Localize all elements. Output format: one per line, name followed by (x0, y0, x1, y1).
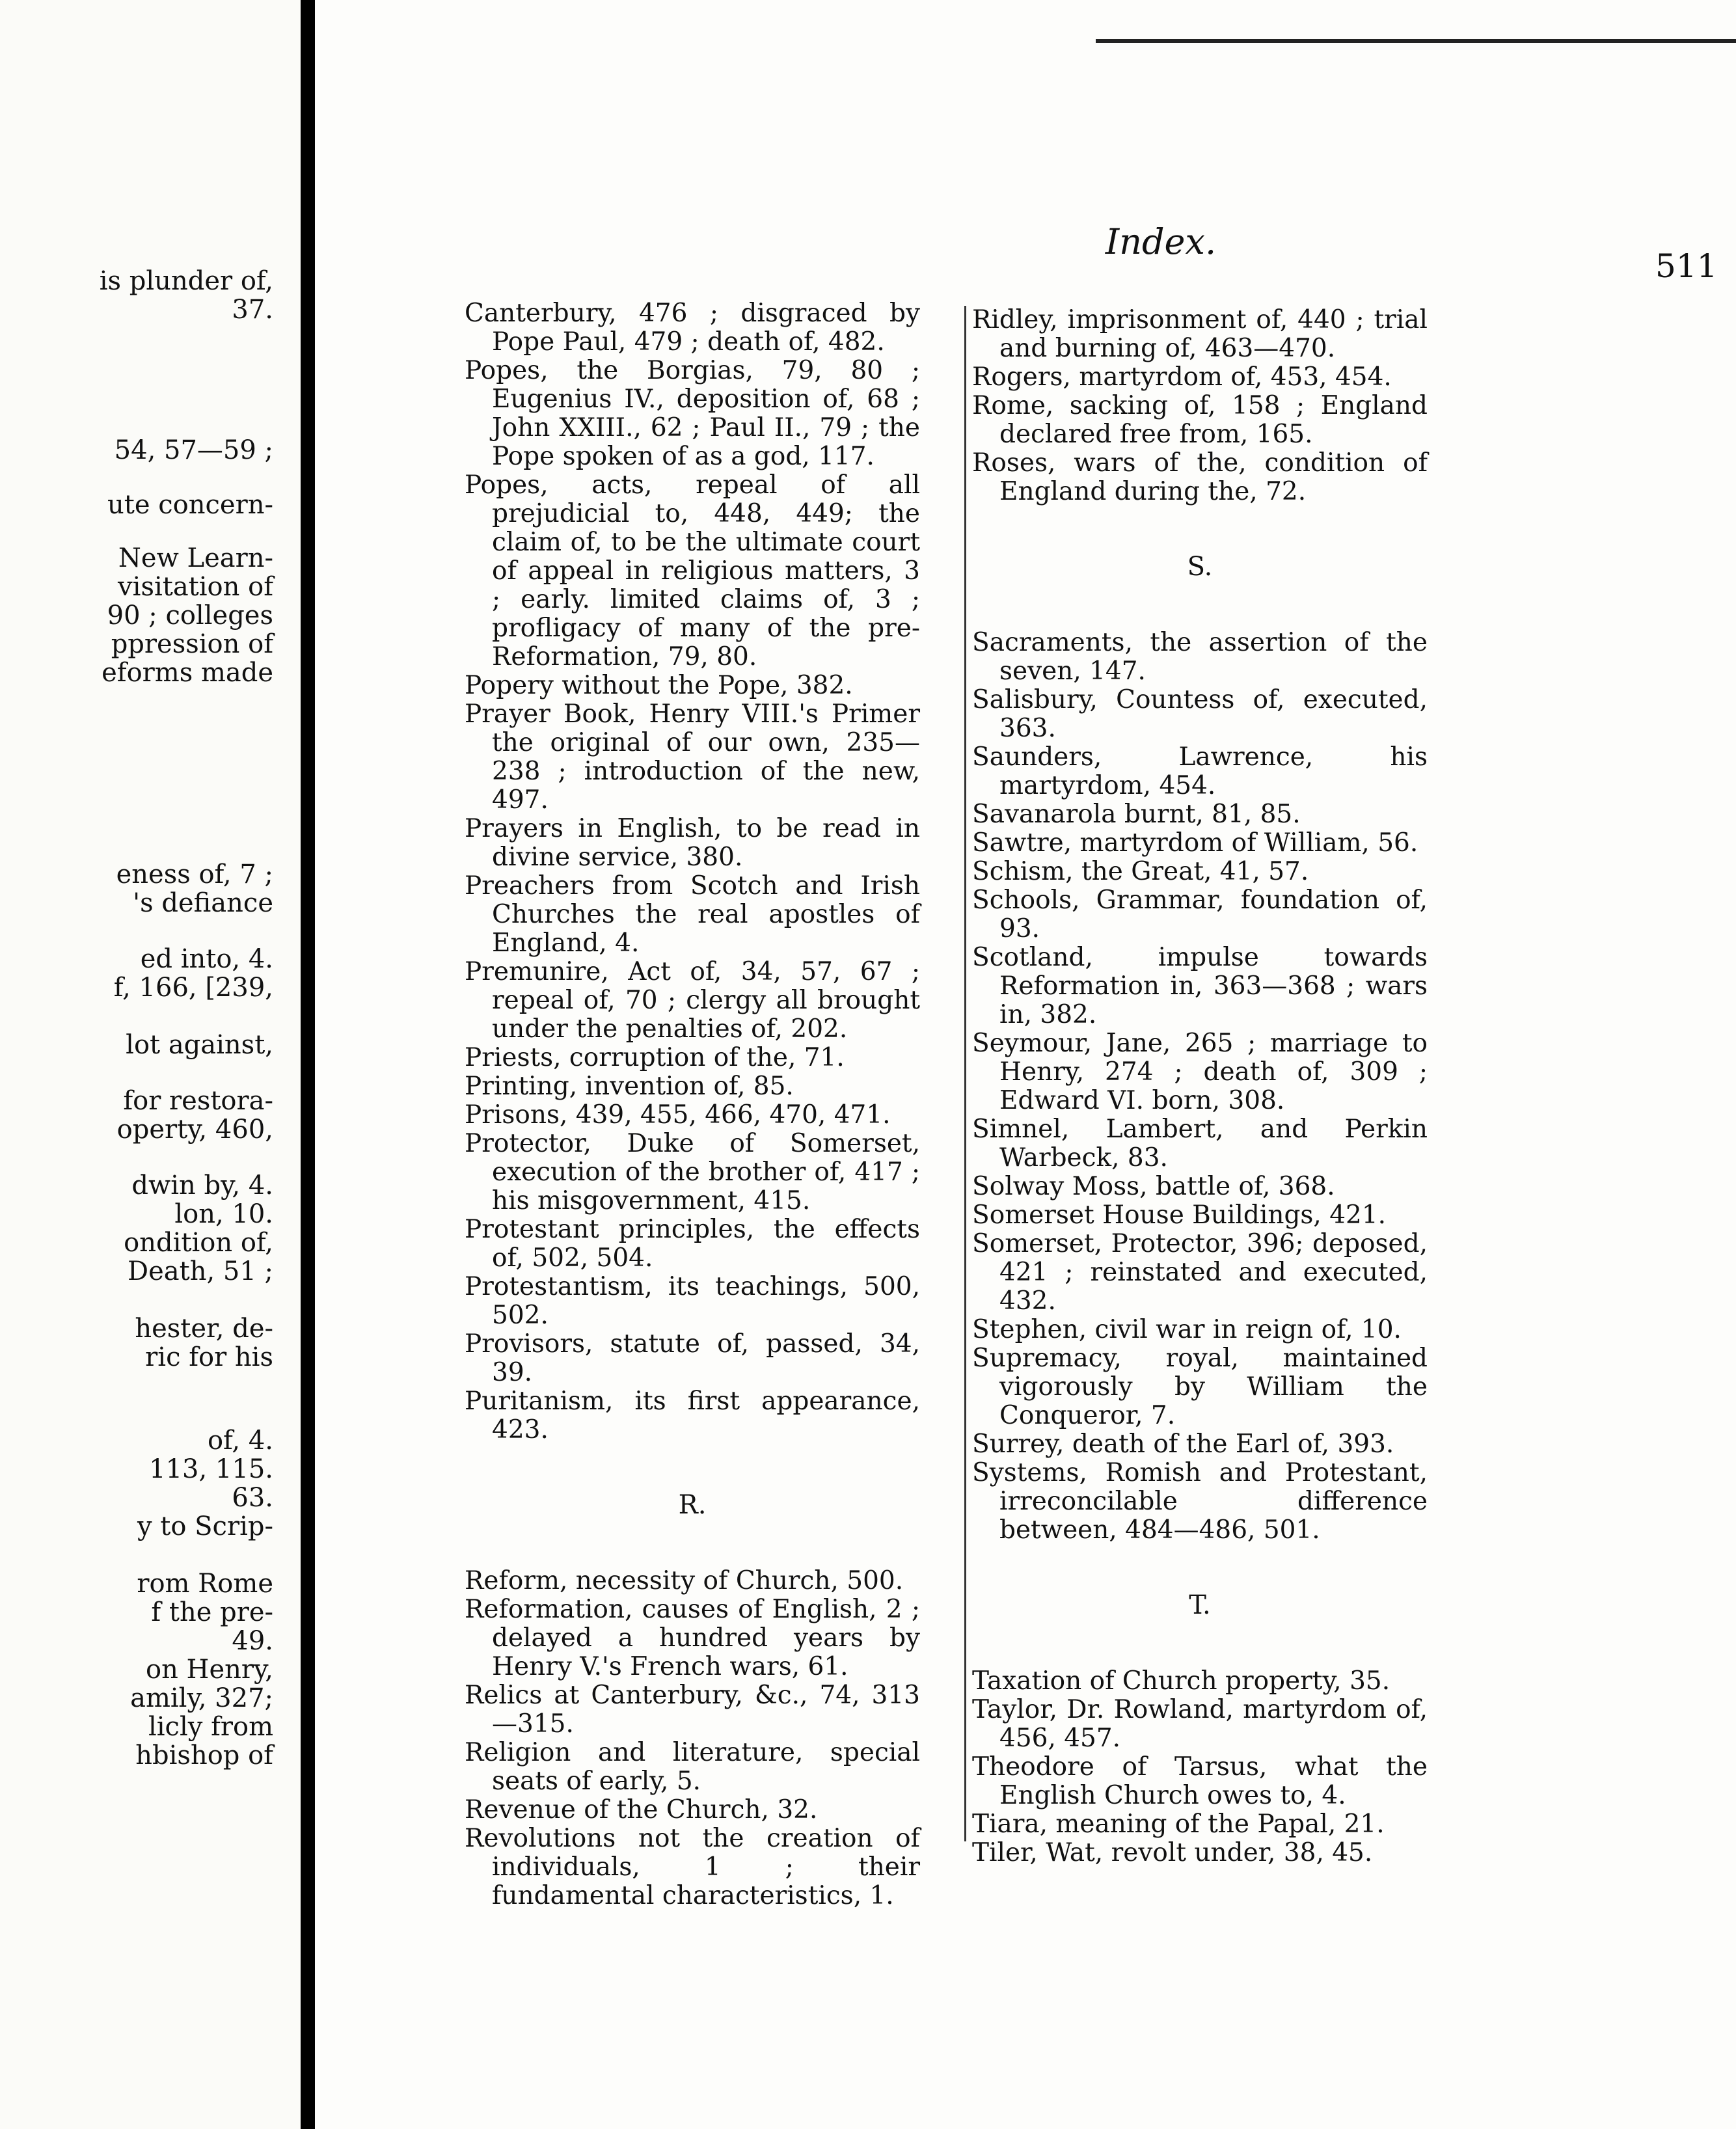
section-letter-s: S. (1187, 552, 1213, 582)
facing-page-line: for restora- (123, 1086, 273, 1116)
index-entry: Provisors, statute of, passed, 34, 39. (465, 1329, 920, 1387)
facing-page-line: f, 166, [239, (113, 973, 273, 1003)
index-entry: Priests, corruption of the, 71. (465, 1043, 845, 1072)
index-entry: Prayer Book, Henry VIII.'s Primer the original of our own, 235—238 ; introduction of the new, 497. (465, 699, 920, 815)
facing-page-line: licly from (148, 1712, 273, 1742)
index-entry: Puritanism, its first appearance, 423. (465, 1387, 920, 1444)
index-entry: Ridley, imprisonment of, 440 ; trial and burning of, 463—470. (972, 305, 1428, 363)
index-entry: Prisons, 439, 455, 466, 470, 471. (465, 1100, 891, 1130)
index-entry: Popery without the Pope, 382. (465, 671, 853, 700)
index-entry: Popes, the Borgias, 79, 80 ; Eugenius IV., deposition of, 68 ; John XXIII., 62 ; Paul II., 79 ; the Pope spoken of as a god, 117. (465, 356, 920, 471)
facing-page-line: dwin by, 4. (131, 1171, 273, 1200)
index-entry: Systems, Romish and Protestant, irreconcilable difference between, 484—486, 501. (972, 1458, 1428, 1545)
index-entry: Popes, acts, repeal of all prejudicial to, 448, 449; the claim of, to be the ultimate court of appeal in religious matters, 3 ; early. limited claims of, 3 ; profligacy of many of the pre-Reformation, 79, 80. (465, 470, 920, 671)
index-entry: Sacraments, the assertion of the seven, 147. (972, 628, 1428, 686)
entries-p (465, 299, 920, 1444)
facing-page-line: ed into, 4. (140, 944, 273, 974)
index-entry: Revenue of the Church, 32. (465, 1795, 818, 1824)
index-entry: Solway Moss, battle of, 368. (972, 1172, 1335, 1201)
facing-page-line: eforms made (102, 658, 273, 688)
facing-page-line: amily, 327; (130, 1683, 273, 1713)
facing-page-line: rom Rome (137, 1569, 273, 1599)
index-entry: Reform, necessity of Church, 500. (465, 1566, 904, 1595)
index-entry: Preachers from Scotch and Irish Churches the real apostles of England, 4. (465, 871, 920, 958)
running-head: Index. (1105, 221, 1217, 262)
facing-page-line: 's defiance (133, 888, 273, 918)
facing-page-line: lon, 10. (174, 1199, 273, 1229)
index-entry: Roses, wars of the, condition of England during the, 72. (972, 448, 1428, 506)
entries-r-continued (972, 306, 1428, 506)
index-entry: Savanarola burnt, 81, 85. (972, 800, 1301, 829)
index-entry: Tiara, meaning of the Papal, 21. (972, 1810, 1385, 1839)
index-entry: Taxation of Church property, 35. (972, 1666, 1390, 1696)
facing-page-line: y to Scrip- (137, 1512, 273, 1541)
facing-page-line: 90 ; colleges (107, 601, 273, 631)
index-entry: Protestantism, its teachings, 500, 502. (465, 1272, 920, 1330)
facing-page-line: ppression of (111, 629, 273, 659)
facing-page-line: 37. (232, 295, 273, 325)
index-entry: Premunire, Act of, 34, 57, 67 ; repeal of, 70 ; clergy all brought under the penalties of, 202. (465, 957, 920, 1044)
index-entry: Tiler, Wat, revolt under, 38, 45. (972, 1838, 1373, 1867)
index-entry: Schools, Grammar, foundation of, 93. (972, 886, 1428, 943)
index-column-right (972, 306, 1428, 1867)
facing-page-line: Death, 51 ; (128, 1256, 273, 1286)
facing-page-line: ute concern- (107, 490, 273, 520)
index-entry: Simnel, Lambert, and Perkin Warbeck, 83. (972, 1115, 1428, 1173)
entries-t (972, 1667, 1428, 1867)
facing-page-line: f the pre- (151, 1597, 273, 1627)
facing-page-text (0, 0, 299, 2129)
index-entry: Rome, sacking of, 158 ; England declared free from, 165. (972, 391, 1428, 449)
index-page (315, 0, 1736, 2129)
index-entry: Revolutions not the creation of individuals, 1 ; their fundamental characteristics, 1. (465, 1824, 920, 1910)
facing-page-line: New Learn- (118, 543, 273, 573)
index-entry: Reformation, causes of English, 2 ; delayed a hundred years by Henry V.'s French wars, 61. (465, 1595, 920, 1681)
index-column-left (465, 299, 920, 1910)
section-letter-r: R. (678, 1490, 707, 1520)
page-number: 511 (1655, 247, 1718, 285)
top-edge-rule (1096, 39, 1736, 43)
index-entry: Supremacy, royal, maintained vigorously by William the Conqueror, 7. (972, 1344, 1428, 1430)
facing-page-line: eness of, 7 ; (116, 860, 273, 889)
index-entry: Theodore of Tarsus, what the English Church owes to, 4. (972, 1752, 1428, 1810)
facing-page-line: lot against, (126, 1030, 273, 1060)
index-entry: Salisbury, Countess of, executed, 363. (972, 685, 1428, 743)
entries-r (465, 1567, 920, 1910)
index-entry: Stephen, civil war in reign of, 10. (972, 1315, 1402, 1344)
index-entry: Sawtre, martyrdom of William, 56. (972, 828, 1418, 858)
facing-page-line: hester, de- (135, 1314, 273, 1344)
index-entry: Rogers, martyrdom of, 453, 454. (972, 362, 1392, 392)
index-entry: Protestant principles, the effects of, 502, 504. (465, 1215, 920, 1273)
index-entry: Schism, the Great, 41, 57. (972, 857, 1309, 886)
section-letter-t: T. (1189, 1590, 1211, 1620)
facing-page-line: 49. (232, 1626, 273, 1656)
facing-page-line: is plunder of, (99, 266, 273, 296)
book-gutter (301, 0, 315, 2129)
index-entry: Surrey, death of the Earl of, 393. (972, 1430, 1394, 1459)
facing-page-fragment (0, 0, 301, 2129)
index-entry: Somerset, Protector, 396; deposed, 421 ; reinstated and executed, 432. (972, 1229, 1428, 1316)
index-entry: Saunders, Lawrence, his martyrdom, 454. (972, 742, 1428, 800)
facing-page-line: of, 4. (207, 1426, 273, 1456)
facing-page-line: operty, 460, (116, 1115, 273, 1145)
facing-page-line: 113, 115. (149, 1454, 273, 1484)
index-entry: Religion and literature, special seats of early, 5. (465, 1738, 920, 1796)
facing-page-line: 63. (232, 1483, 273, 1513)
index-entry: Canterbury, 476 ; disgraced by Pope Paul, 479 ; death of, 482. (465, 299, 920, 357)
entries-s (972, 629, 1428, 1545)
index-entry: Taylor, Dr. Rowland, martyrdom of, 456, 457. (972, 1695, 1428, 1753)
index-entry: Protector, Duke of Somerset, execution of the brother of, 417 ; his misgovernment, 415. (465, 1129, 920, 1215)
facing-page-line: hbishop of (135, 1741, 273, 1770)
index-entry: Prayers in English, to be read in divine service, 380. (465, 814, 920, 872)
column-divider (964, 306, 966, 1841)
index-entry: Somerset House Buildings, 421. (972, 1200, 1387, 1230)
index-entry: Printing, invention of, 85. (465, 1072, 794, 1101)
index-entry: Scotland, impulse towards Reformation in, 363—368 ; wars in, 382. (972, 943, 1428, 1029)
facing-page-line: ondition of, (124, 1228, 273, 1258)
index-entry: Seymour, Jane, 265 ; marriage to Henry, 274 ; death of, 309 ; Edward VI. born, 308. (972, 1029, 1428, 1115)
facing-page-line: ric for his (145, 1342, 273, 1372)
facing-page-line: 54, 57—59 ; (114, 435, 273, 465)
facing-page-line: on Henry, (146, 1655, 273, 1685)
index-entry: Relics at Canterbury, &c., 74, 313 —315. (465, 1681, 920, 1739)
facing-page-line: visitation of (118, 572, 273, 602)
